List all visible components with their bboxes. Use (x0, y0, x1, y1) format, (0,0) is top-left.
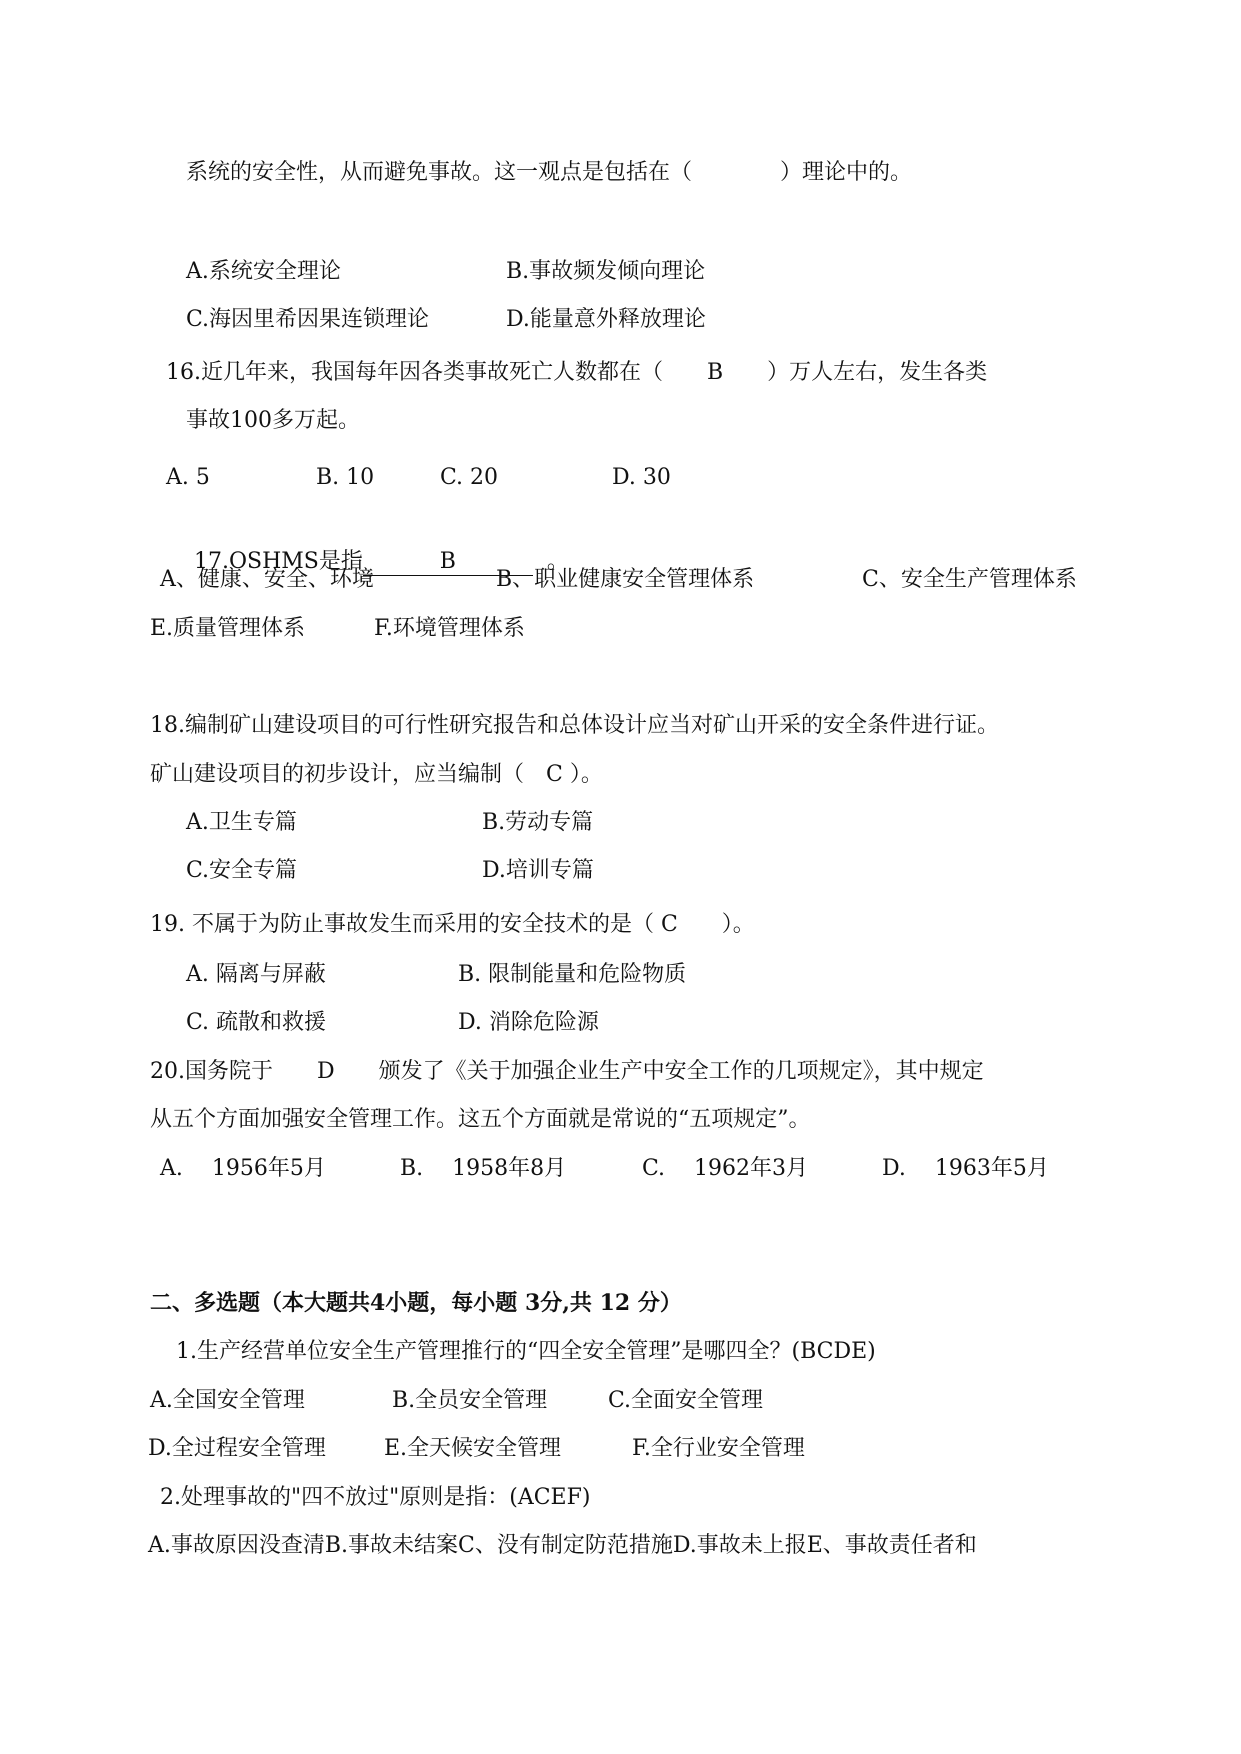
q20-option-c: C. 1962年3月 (642, 1156, 809, 1181)
q19-question: 19. 不属于为防止事故发生而采用的安全技术的是（ C ）。 (150, 912, 755, 937)
q17-option-f: F.环境管理体系 (374, 616, 525, 641)
q17-prefix: 17.OSHMS是指 (193, 549, 363, 574)
q15-line: 系统的安全性，从而避免事故。这一观点是包括在（ ）理论中的。 (186, 160, 913, 185)
m1-option-c: C.全面安全管理 (608, 1388, 764, 1413)
q16-option-c: C. 20 (440, 465, 499, 490)
q16-question-cont: 事故100多万起。 (186, 408, 360, 433)
q20-question-cont: 从五个方面加强安全管理工作。这五个方面就是常说的“五项规定”。 (150, 1107, 811, 1132)
m2-question: 2.处理事故的"四不放过"原则是指：(ACEF) (160, 1485, 591, 1510)
q19-option-c: C. 疏散和救援 (186, 1010, 327, 1035)
q16-option-d: D. 30 (612, 465, 671, 490)
q19-option-d: D. 消除危险源 (458, 1010, 599, 1035)
q20-option-b: B. 1958年8月 (400, 1156, 567, 1181)
q17-suffix: 。 (546, 549, 569, 574)
section-heading: 二、多选题（本大题共4小题，每小题 3分,共 12 分） (150, 1290, 682, 1316)
q15-option-c: C.海因里希因果连锁理论 (186, 307, 430, 332)
q18-option-d: D.培训专篇 (482, 858, 594, 883)
q17-option-a: A、健康、安全、环境 (160, 567, 374, 592)
q17-option-e: E.质量管理体系 (150, 616, 306, 641)
m2-options-line: A.事故原因没查清B.事故未结案C、没有制定防范措施D.事故未上报E、事故责任者和 (148, 1533, 977, 1558)
q16-question: 16.近几年来，我国每年因各类事故死亡人数都在（ B ）万人左右，发生各类 (166, 360, 988, 385)
q20-question: 20.国务院于 D 颁发了《关于加强企业生产中安全工作的几项规定》，其中规定 (150, 1059, 984, 1084)
q19-option-b: B. 限制能量和危险物质 (458, 962, 687, 987)
q17-option-c: C、安全生产管理体系 (862, 567, 1077, 592)
m1-option-d: D.全过程安全管理 (148, 1436, 326, 1461)
q16-option-a: A. 5 (166, 465, 210, 490)
q18-option-c: C.安全专篇 (186, 858, 298, 883)
q17-option-b: B、职业健康安全管理体系 (496, 567, 755, 592)
q19-option-a: A. 隔离与屏蔽 (186, 962, 326, 987)
q20-option-d: D. 1963年5月 (882, 1156, 1049, 1181)
q18-question-cont: 矿山建设项目的初步设计，应当编制（ C ）。 (150, 762, 603, 787)
q18-option-a: A.卫生专篇 (186, 810, 297, 835)
q15-option-a: A.系统安全理论 (186, 259, 341, 284)
m1-option-a: A.全国安全管理 (150, 1388, 305, 1413)
q15-option-d: D.能量意外释放理论 (506, 307, 706, 332)
q16-option-b: B. 10 (316, 465, 375, 490)
q17-question (166, 517, 569, 574)
m1-option-e: E.全天候安全管理 (384, 1436, 562, 1461)
q20-option-a: A. 1956年5月 (160, 1156, 326, 1181)
q18-question: 18.编制矿山建设项目的可行性研究报告和总体设计应当对矿山开采的安全条件进行证。 (150, 713, 999, 738)
m1-option-f: F.全行业安全管理 (632, 1436, 805, 1461)
q18-option-b: B.劳动专篇 (482, 810, 594, 835)
q15-option-b: B.事故频发倾向理论 (506, 259, 706, 284)
m1-question: 1.生产经营单位安全生产管理推行的“四全安全管理”是哪四全？(BCDE) (176, 1339, 876, 1364)
q17-answer-blank: B (363, 549, 533, 576)
m1-option-b: B.全员安全管理 (392, 1388, 548, 1413)
